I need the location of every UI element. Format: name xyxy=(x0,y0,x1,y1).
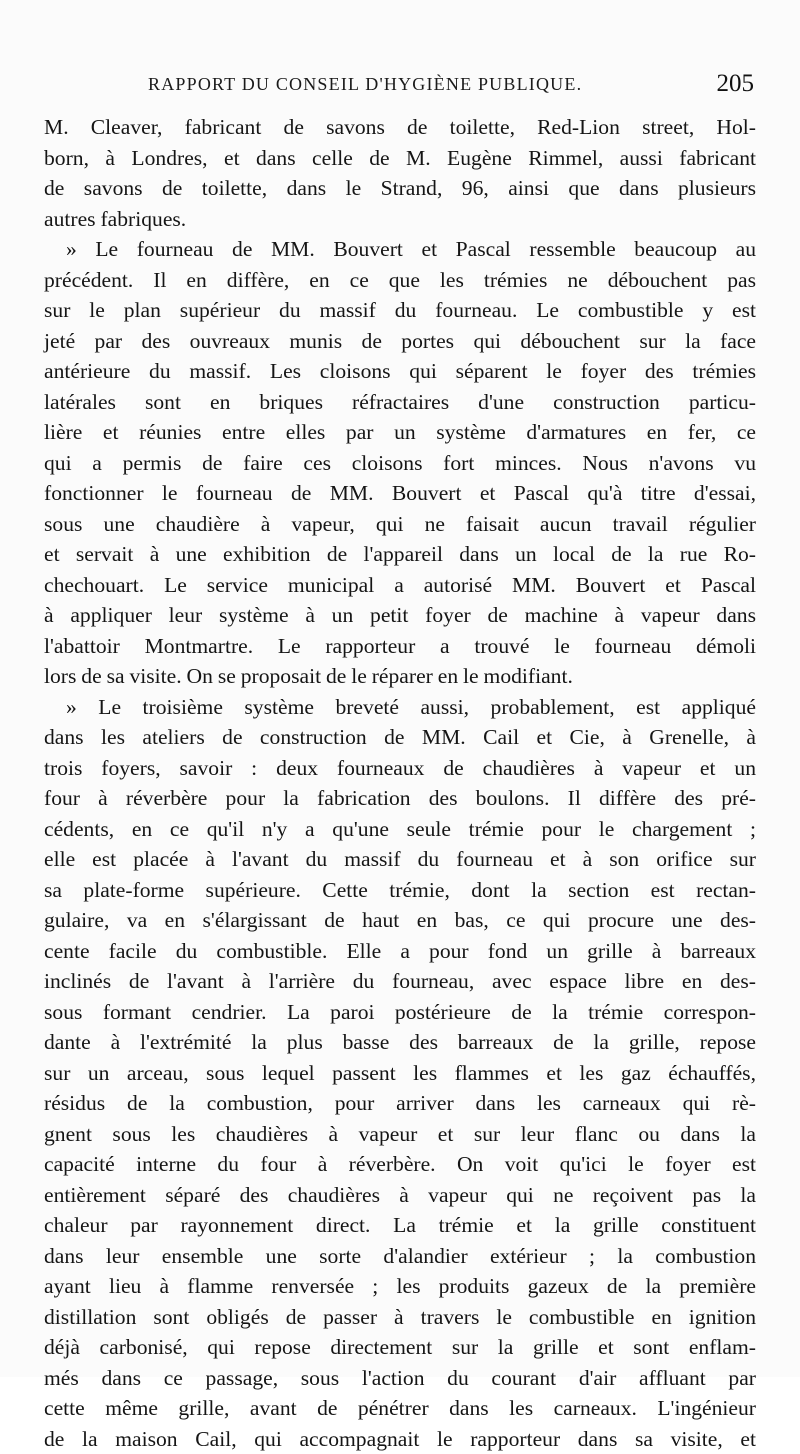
text-line: cédents, en ce qu'il n'y a qu'une seule trémie pour le chargement ; xyxy=(44,814,756,845)
text-line: l'abattoir Montmartre. Le rapporteur a trouvé le fourneau démoli xyxy=(44,631,756,662)
text-line: de la maison Cail, qui accompagnait le rapporteur dans sa visite, et xyxy=(44,1424,756,1454)
text-line: inclinés de l'avant à l'arrière du fourneau, avec espace libre en des- xyxy=(44,966,756,997)
text-line: sur le plan supérieur du massif du fourneau. Le combustible y est xyxy=(44,295,756,326)
text-line: gulaire, va en s'élargissant de haut en bas, ce qui procure une des- xyxy=(44,905,756,936)
body-text xyxy=(44,112,756,1454)
text-line: gnent sous les chaudières à vapeur et sur leur flanc ou dans la xyxy=(44,1119,756,1150)
text-line: autres fabriques. xyxy=(44,204,756,235)
page-number: 205 xyxy=(717,70,755,98)
text-line: four à réverbère pour la fabrication des boulons. Il diffère des pré- xyxy=(44,783,756,814)
text-line: lière et réunies entre elles par un système d'armatures en fer, ce xyxy=(44,417,756,448)
text-line: born, à Londres, et dans celle de M. Eugène Rimmel, aussi fabricant xyxy=(44,143,756,174)
text-line: et servait à une exhibition de l'appareil dans un local de la rue Ro- xyxy=(44,539,756,570)
text-line: elle est placée à l'avant du massif du fourneau et à son orifice sur xyxy=(44,844,756,875)
text-line: sous formant cendrier. La paroi postérieure de la trémie correspon- xyxy=(44,997,756,1028)
text-line: de savons de toilette, dans le Strand, 96, ainsi que dans plusieurs xyxy=(44,173,756,204)
text-line: entièrement séparé des chaudières à vapeur qui ne reçoivent pas la xyxy=(44,1180,756,1211)
text-line: à appliquer leur système à un petit foyer de machine à vapeur dans xyxy=(44,600,756,631)
text-line: cente facile du combustible. Elle a pour fond un grille à barreaux xyxy=(44,936,756,967)
text-line: jeté par des ouvreaux munis de portes qui débouchent sur la face xyxy=(44,326,756,357)
text-line: chaleur par rayonnement direct. La trémie et la grille constituent xyxy=(44,1210,756,1241)
running-header xyxy=(48,74,754,104)
text-line: sa plate-forme supérieure. Cette trémie, dont la section est rectan- xyxy=(44,875,756,906)
text-line: sous une chaudière à vapeur, qui ne faisait aucun travail régulier xyxy=(44,509,756,540)
text-line: distillation sont obligés de passer à travers le combustible en ignition xyxy=(44,1302,756,1333)
text-line: ayant lieu à flamme renversée ; les produits gazeux de la première xyxy=(44,1271,756,1302)
text-line: chechouart. Le service municipal a autorisé MM. Bouvert et Pascal xyxy=(44,570,756,601)
text-line: trois foyers, savoir : deux fourneaux de chaudières à vapeur et un xyxy=(44,753,756,784)
text-line: lors de sa visite. On se proposait de le réparer en le modifiant. xyxy=(44,661,756,692)
text-line: més dans ce passage, sous l'action du courant d'air affluant par xyxy=(44,1363,756,1394)
text-line: latérales sont en briques réfractaires d'une construction particu- xyxy=(44,387,756,418)
text-line: dans les ateliers de construction de MM. Cail et Cie, à Grenelle, à xyxy=(44,722,756,753)
text-line: déjà carbonisé, qui repose directement sur la grille et sont enflam- xyxy=(44,1332,756,1363)
text-line: dans leur ensemble une sorte d'alandier extérieur ; la combustion xyxy=(44,1241,756,1272)
text-line: dante à l'extrémité la plus basse des barreaux de la grille, repose xyxy=(44,1027,756,1058)
text-line: » Le troisième système breveté aussi, probablement, est appliqué xyxy=(44,692,756,723)
text-line: sur un arceau, sous lequel passent les flammes et les gaz échauffés, xyxy=(44,1058,756,1089)
text-line: résidus de la combustion, pour arriver dans les carneaux qui rè- xyxy=(44,1088,756,1119)
text-line: antérieure du massif. Les cloisons qui séparent le foyer des trémies xyxy=(44,356,756,387)
text-line: » Le fourneau de MM. Bouvert et Pascal ressemble beaucoup au xyxy=(44,234,756,265)
text-line: cette même grille, avant de pénétrer dans les carneaux. L'ingénieur xyxy=(44,1393,756,1424)
text-line: précédent. Il en diffère, en ce que les trémies ne débouchent pas xyxy=(44,265,756,296)
running-title: RAPPORT DU CONSEIL D'HYGIÈNE PUBLIQUE. xyxy=(148,74,582,95)
text-line: capacité interne du four à réverbère. On voit qu'ici le foyer est xyxy=(44,1149,756,1180)
text-line: M. Cleaver, fabricant de savons de toilette, Red-Lion street, Hol- xyxy=(44,112,756,143)
text-line: fonctionner le fourneau de MM. Bouvert et Pascal qu'à titre d'essai, xyxy=(44,478,756,509)
text-line: qui a permis de faire ces cloisons fort minces. Nous n'avons vu xyxy=(44,448,756,479)
